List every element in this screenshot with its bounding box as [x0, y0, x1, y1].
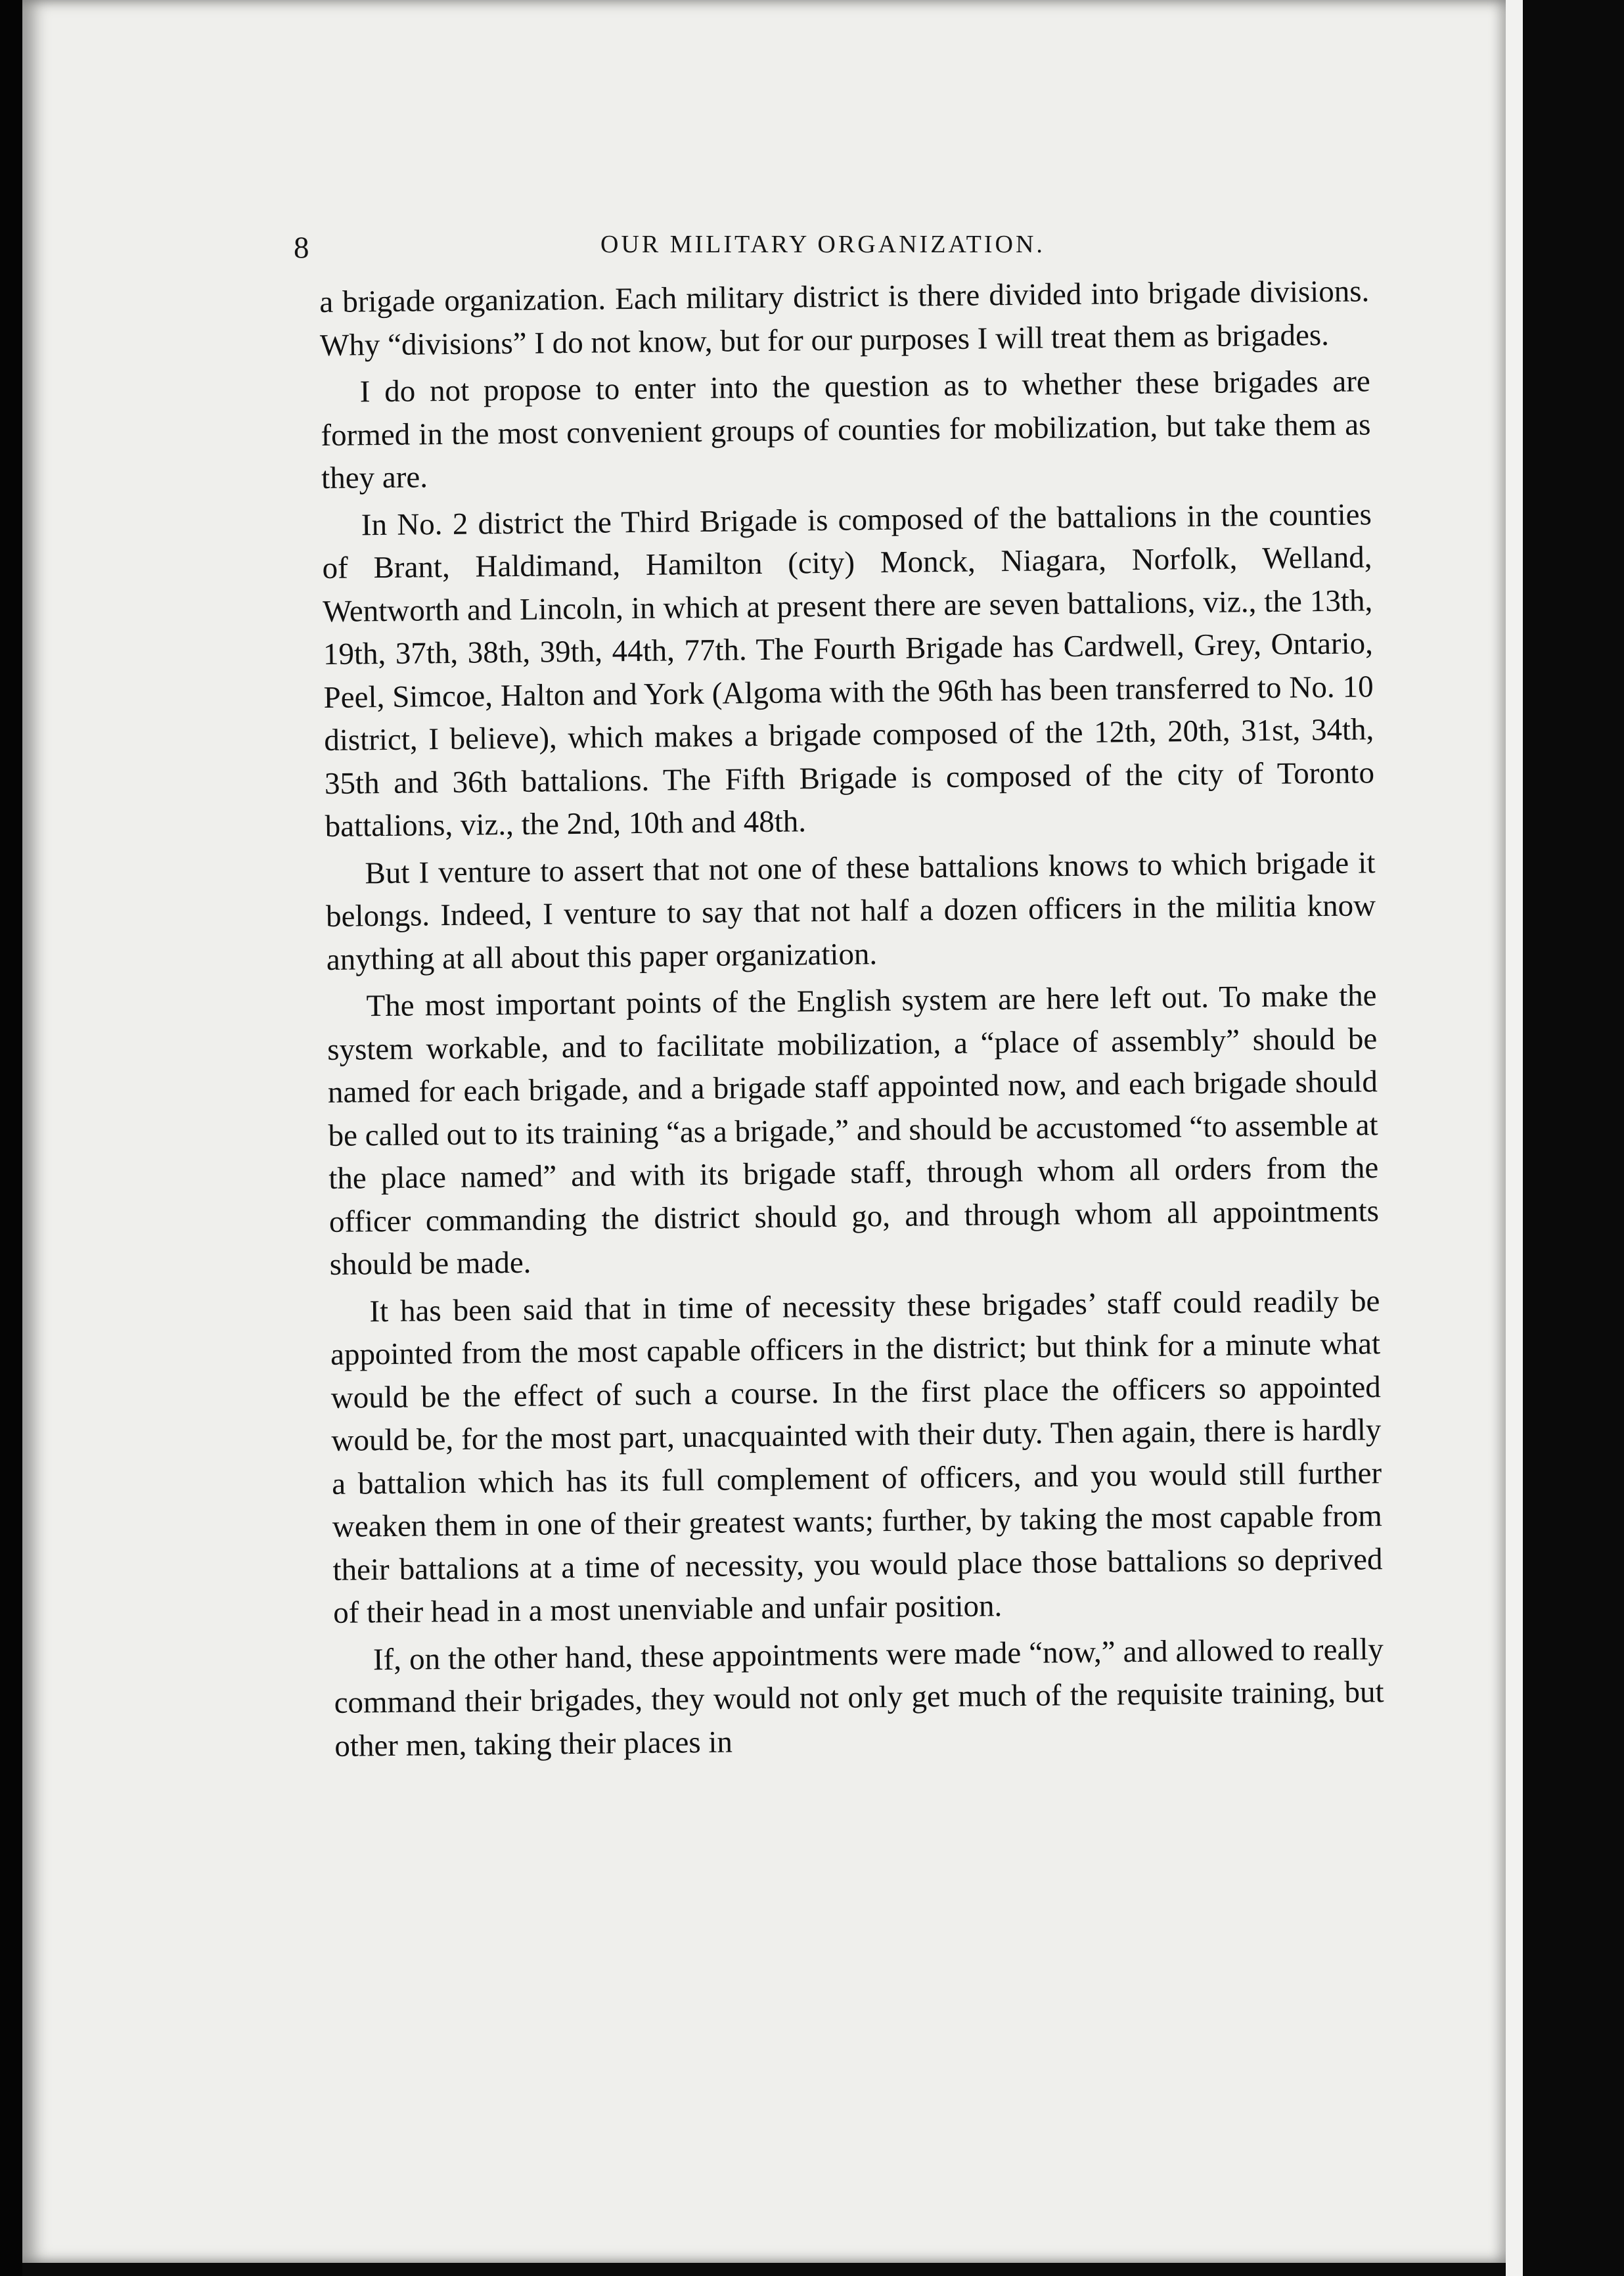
book-page: [22, 0, 1506, 2263]
page-gutter-strip: [1506, 0, 1523, 2276]
paragraph: I do not propose to enter into the question as to whether these brigades are formed in the most convenient groups of counties for mobilization, but take them as they are.: [321, 364, 1371, 495]
paragraph: But I venture to assert that not one of these battalions knows to which brigade it belongs. Indeed, I venture to say that not half a dozen officers in the militia know anything at all about this paper organization.: [325, 845, 1376, 977]
paragraph: The most important points of the English system are here left out. To make the system workable, and to facilitate mobilization, a “place of assembly” should be named for each brigade, and a brigade staff appointed now, and each brigade should be called out to its training “as a brigade,” and should be accustomed “to assemble at the place named” and with its brigade staff, through whom all orders from the officer commanding the district should go, and through whom all appointments should be made.: [327, 978, 1380, 1282]
scan-left-border: [0, 0, 22, 2276]
paragraph: a brigade organization. Each military district is there divided into brigade divisions. Why “divisions” I do not know, but for our purposes I will treat them as brigades.: [319, 274, 1370, 363]
page-body-text: [319, 270, 1385, 1772]
page-number: 8: [294, 231, 310, 265]
paragraph: If, on the other hand, these appointments were made “now,” and allowed to really command their brigades, they would not only get much of the requisite training, but other men, taking their places in: [334, 1631, 1384, 1764]
scan-right-border: [1523, 0, 1624, 2276]
running-head: OUR MILITARY ORGANIZATION.: [600, 231, 1045, 258]
paragraph: It has been said that in time of necessity these brigades’ staff could readily be appointed from the most capable officers in the district; but think for a minute what would be the effect of such a course. In the first place the officers so appointed would be, for the most part, unacquainted with their duty. Then again, there is hardly a battalion which has its full complement of officers, and you would still further weaken them in one of their greatest wants; further, by taking the most capable from their battalions at a time of necessity, you would place those battalions so deprived of their head in a most unenviable and unfair position.: [330, 1283, 1383, 1630]
paragraph: In No. 2 district the Third Brigade is composed of the battalions in the counties of Brant, Haldimand, Hamilton (city) Monck, Niagara, Norfolk, Welland, Wentworth and Lincoln, in which at present there are seven battalions, viz., the 13th, 19th, 37th, 38th, 39th, 44th, 77th. The Fourth Brigade has Cardwell, Grey, Ontario, Peel, Simcoe, Halton and York (Algoma with the 96th has been transferred to No. 10 district, I believe), which makes a brigade composed of the 12th, 20th, 31st, 34th, 35th and 36th battalions. The Fifth Brigade is composed of the city of Toronto battalions, viz., the 2nd, 10th and 48th.: [322, 497, 1375, 844]
